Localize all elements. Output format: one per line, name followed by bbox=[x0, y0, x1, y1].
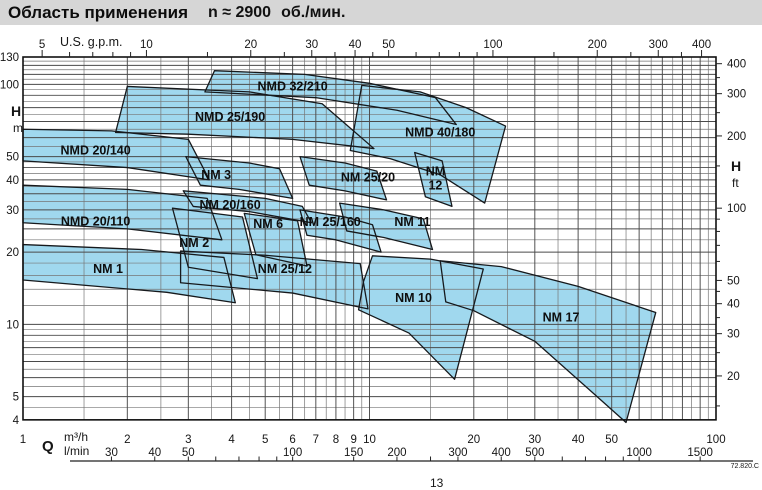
svg-text:50: 50 bbox=[181, 447, 195, 459]
region-label-nm-17: NM 17 bbox=[542, 310, 580, 325]
svg-text:20: 20 bbox=[727, 370, 740, 383]
svg-text:100: 100 bbox=[706, 434, 726, 446]
drawing-reference-code: 72.820.C bbox=[730, 463, 759, 470]
top-axis-unit-label: U.S. g.p.m. bbox=[60, 35, 123, 49]
svg-text:30: 30 bbox=[105, 447, 118, 459]
svg-text:130: 130 bbox=[0, 52, 19, 64]
svg-text:2: 2 bbox=[124, 434, 131, 446]
svg-text:50: 50 bbox=[6, 151, 19, 164]
svg-text:100: 100 bbox=[727, 203, 747, 216]
svg-text:3: 3 bbox=[185, 434, 192, 446]
region-label-nm-11: NM 11 bbox=[394, 214, 431, 229]
speed-value: n ≈ 2900 bbox=[208, 3, 272, 21]
top-axis-tick-labels bbox=[39, 39, 711, 51]
right-axis-label: H bbox=[731, 158, 742, 174]
svg-text:5: 5 bbox=[261, 434, 269, 446]
svg-text:1000: 1000 bbox=[626, 447, 652, 459]
svg-text:10: 10 bbox=[363, 434, 376, 446]
svg-text:500: 500 bbox=[525, 447, 545, 459]
grid bbox=[23, 57, 716, 420]
svg-text:300: 300 bbox=[727, 88, 747, 101]
svg-text:4: 4 bbox=[12, 414, 19, 427]
svg-text:40: 40 bbox=[148, 447, 162, 459]
svg-text:400: 400 bbox=[491, 447, 511, 459]
svg-text:100: 100 bbox=[283, 447, 303, 459]
svg-text:30: 30 bbox=[305, 39, 319, 51]
region-label-nm-10: NM 10 bbox=[395, 290, 432, 305]
region-label-nmd-32-210: NMD 32/210 bbox=[257, 79, 328, 94]
top-axis-ticks bbox=[42, 50, 701, 57]
svg-text:20: 20 bbox=[467, 434, 481, 446]
svg-text:30: 30 bbox=[6, 204, 19, 217]
svg-text:20: 20 bbox=[6, 247, 19, 260]
svg-text:40: 40 bbox=[6, 174, 19, 187]
bottom-axis-lmin-labels bbox=[105, 447, 713, 459]
svg-text:40: 40 bbox=[348, 39, 362, 51]
left-axis-unit-label: m bbox=[13, 121, 23, 135]
region-label-nm-25-12: NM 25/12 bbox=[257, 262, 313, 277]
right-axis-tick-labels bbox=[727, 59, 746, 383]
svg-text:30: 30 bbox=[528, 434, 542, 446]
svg-text:6: 6 bbox=[289, 434, 296, 446]
right-axis-ticks bbox=[716, 64, 722, 406]
speed-unit: об./мин. bbox=[281, 3, 346, 21]
svg-text:100: 100 bbox=[483, 39, 503, 51]
svg-text:50: 50 bbox=[727, 275, 740, 288]
svg-text:200: 200 bbox=[387, 447, 407, 459]
region-label-nm-1: NM 1 bbox=[93, 262, 124, 277]
svg-text:300: 300 bbox=[648, 39, 668, 51]
flow-unit-m3h-label: m³/h bbox=[64, 430, 88, 444]
svg-text:5: 5 bbox=[38, 39, 46, 51]
svg-text:5: 5 bbox=[12, 391, 19, 404]
region-label-nm-20-160: NM 20/160 bbox=[199, 198, 261, 213]
region-label-nm-2: NM 2 bbox=[179, 236, 210, 251]
region-label-nm-25-20: NM 25/20 bbox=[340, 170, 396, 185]
region-label-nm-3: NM 3 bbox=[201, 167, 232, 182]
region-label-nm-25-160: NM 25/160 bbox=[299, 214, 361, 229]
flow-unit-lmin-label: l/min bbox=[64, 444, 90, 458]
svg-text:40: 40 bbox=[571, 434, 585, 446]
svg-text:40: 40 bbox=[727, 298, 740, 311]
svg-text:1: 1 bbox=[19, 434, 27, 446]
svg-text:400: 400 bbox=[691, 39, 712, 51]
svg-text:20: 20 bbox=[244, 39, 258, 51]
svg-text:7: 7 bbox=[312, 434, 320, 446]
region-label-nmd-25-190: NMD 25/190 bbox=[195, 110, 266, 125]
left-axis-label: H bbox=[11, 103, 22, 119]
page-number: 13 bbox=[430, 476, 444, 490]
svg-text:50: 50 bbox=[605, 434, 619, 446]
svg-text:10: 10 bbox=[140, 39, 153, 51]
region-label-nmd-40-180: NMD 40/180 bbox=[405, 125, 476, 140]
region-label-nmd-20-140: NMD 20/140 bbox=[60, 143, 131, 158]
right-axis-unit-label: ft bbox=[732, 176, 739, 190]
region-label-nm-6: NM 6 bbox=[253, 216, 284, 231]
svg-text:1500: 1500 bbox=[687, 447, 713, 459]
region-label-nm-12-line2: 12 bbox=[428, 178, 443, 193]
region-label-nm-12-line1: NM bbox=[425, 164, 446, 179]
svg-text:50: 50 bbox=[382, 39, 396, 51]
bottom-axis-label: Q bbox=[42, 438, 54, 455]
svg-text:10: 10 bbox=[6, 319, 19, 332]
svg-text:400: 400 bbox=[727, 58, 747, 71]
svg-text:300: 300 bbox=[448, 447, 468, 459]
bottom-axis-m3h-labels bbox=[20, 434, 726, 446]
region-nm-25-12 bbox=[181, 251, 368, 309]
svg-text:8: 8 bbox=[332, 434, 340, 446]
region-label-nmd-20-110: NMD 20/110 bbox=[60, 214, 131, 229]
svg-text:100: 100 bbox=[0, 79, 19, 92]
svg-text:4: 4 bbox=[228, 434, 235, 446]
svg-text:9: 9 bbox=[350, 434, 357, 446]
svg-text:200: 200 bbox=[587, 39, 607, 51]
svg-text:30: 30 bbox=[727, 328, 740, 341]
svg-text:150: 150 bbox=[344, 447, 364, 459]
svg-text:200: 200 bbox=[727, 130, 747, 143]
page-title: Область применения bbox=[8, 2, 189, 22]
